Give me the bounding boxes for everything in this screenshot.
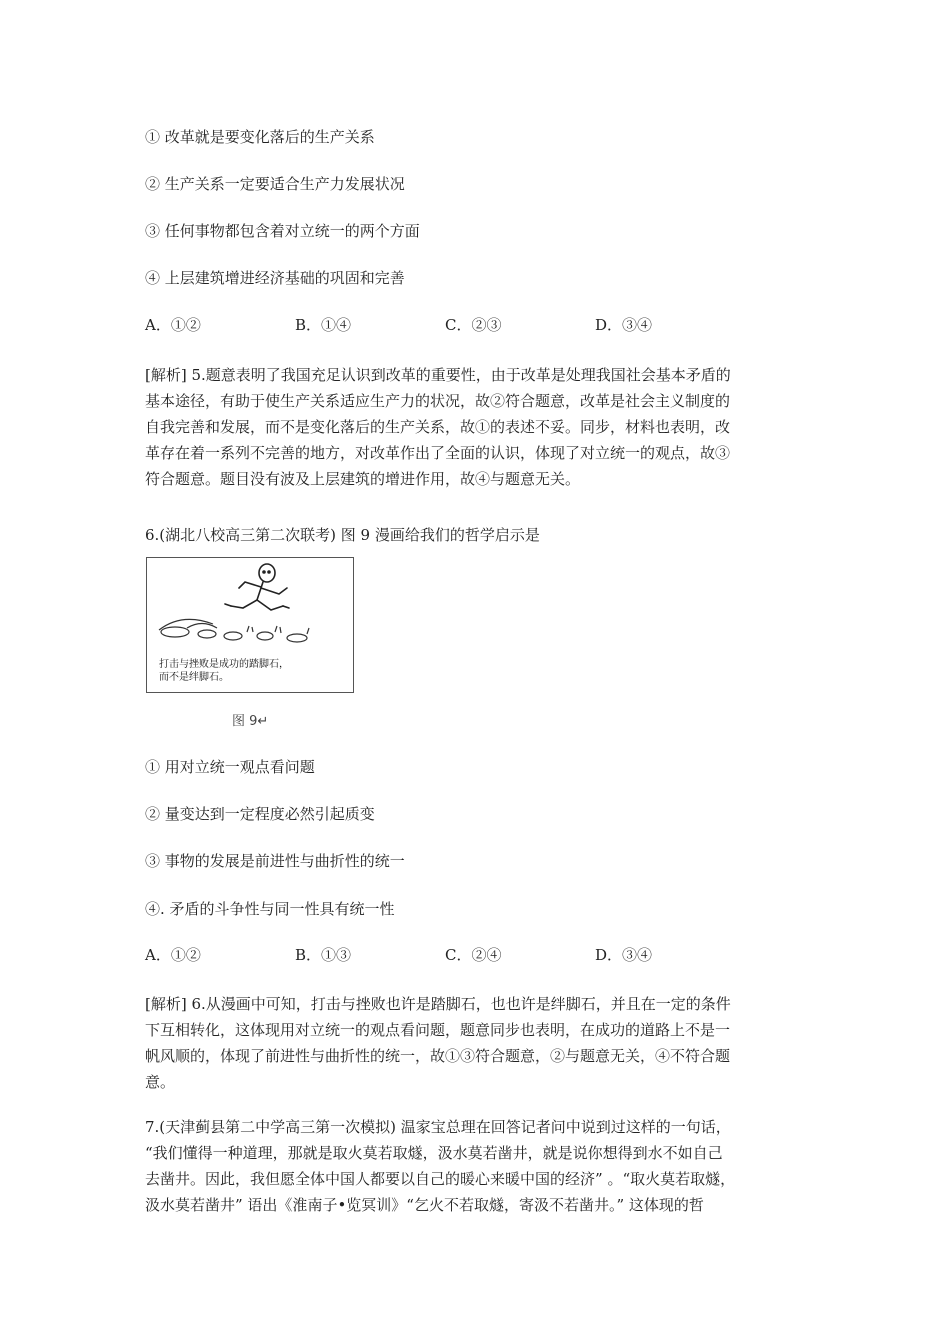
q5-option-c: C．②③ <box>445 316 502 334</box>
q5-analysis-line-2: 基本途径，有助于使生产关系适应生产力的状况，故②符合题意，改革是社会主义制度的 <box>145 392 731 410</box>
q7-line-4: 汲水莫若凿井” 语出《淮南子•览冥训》“乞火不若取燧，寄汲不若凿井。” 这体现的哲 <box>145 1196 704 1214</box>
q6-option-a: A．①② <box>145 946 201 964</box>
q5-option-a: A．①② <box>145 316 201 334</box>
stone-5 <box>287 634 307 642</box>
figure-label: 图 9↵ <box>232 714 269 729</box>
q6-item-3: ③ 事物的发展是前进性与曲折性的统一 <box>145 852 405 870</box>
q6-analysis-line-2: 下互相转化，这体现用对立统一的观点看问题，题意同步也表明，在成功的道路上不是一 <box>145 1021 731 1039</box>
q7-line-2: “我们懂得一种道理，那就是取火莫若取燧，汲水莫若凿井，就是说你想得到水不如自己 <box>145 1144 723 1162</box>
cartoon-caption-line-1: 打击与挫败是成功的踏脚石， <box>159 659 289 670</box>
q5-options <box>145 315 805 335</box>
q6-options <box>145 945 805 965</box>
cartoon-figure <box>146 557 354 693</box>
cartoon-caption-line-2: 而不是绊脚石。 <box>159 672 229 683</box>
q7-text <box>145 1114 805 1218</box>
q6-question: 6.(湖北八校高三第二次联考) 图 9 漫画给我们的哲学启示是 <box>145 526 540 544</box>
q6-item-4: ④. 矛盾的斗争性与同一性具有统一性 <box>145 900 395 918</box>
q6-option-d: D．③④ <box>595 946 653 964</box>
q6-option-c: C．②④ <box>445 946 502 964</box>
stone-2 <box>198 630 216 638</box>
q7-line-3: 去凿井。因此，我但愿全体中国人都要以自己的暖心来暖中国的经济” 。“取火莫若取燧， <box>145 1170 736 1188</box>
q5-item-2: ② 生产关系一定要适合生产力发展状况 <box>145 175 405 193</box>
cartoon-caption <box>159 658 349 684</box>
q7-line-1: 7.(天津蓟县第二中学高三第一次模拟) 温家宝总理在回答记者问中说到过这样的一句话， <box>145 1118 731 1136</box>
q5-analysis-line-5: 符合题意。题目没有波及上层建筑的增进作用，故④与题意无关。 <box>145 470 581 488</box>
q6-option-b: B．①③ <box>295 946 352 964</box>
q6-analysis-line-3: 帆风顺的，体现了前进性与曲折性的统一，故①③符合题意，②与题意无关，④不符合题 <box>145 1047 731 1065</box>
q6-analysis <box>145 991 805 1095</box>
q5-analysis-line-3: 自我完善和发展，而不是变化落后的生产关系，故①的表述不妥。同步，材料也表明，改 <box>145 418 731 436</box>
q5-item-4: ④ 上层建筑增进经济基础的巩固和完善 <box>145 269 405 287</box>
q6-item-2: ② 量变达到一定程度必然引起质变 <box>145 805 375 823</box>
q6-analysis-line-4: 意。 <box>145 1073 176 1091</box>
q5-analysis-line-1: [解析] 5.题意表明了我国充足认识到改革的重要性，由于改革是处理我国社会基本矛盾的 <box>145 366 731 384</box>
runner <box>225 564 289 610</box>
stone-4 <box>257 632 273 640</box>
q6-item-1: ① 用对立统一观点看问题 <box>145 758 315 776</box>
q5-analysis <box>145 362 805 492</box>
q5-option-b: B．①④ <box>295 316 352 334</box>
stone-3 <box>224 632 242 640</box>
q5-option-d: D．③④ <box>595 316 653 334</box>
stone-1 <box>161 627 189 637</box>
q5-item-1: ① 改革就是要变化落后的生产关系 <box>145 128 375 146</box>
q5-analysis-line-4: 革存在着一系列不完善的地方，对改革作出了全面的认识，体现了对立统一的观点，故③ <box>145 444 731 462</box>
q5-item-3: ③ 任何事物都包含着对立统一的两个方面 <box>145 222 420 240</box>
q6-analysis-line-1: [解析] 6.从漫画中可知，打击与挫败也许是踏脚石，也也许是绊脚石，并且在一定的条件 <box>145 995 731 1013</box>
